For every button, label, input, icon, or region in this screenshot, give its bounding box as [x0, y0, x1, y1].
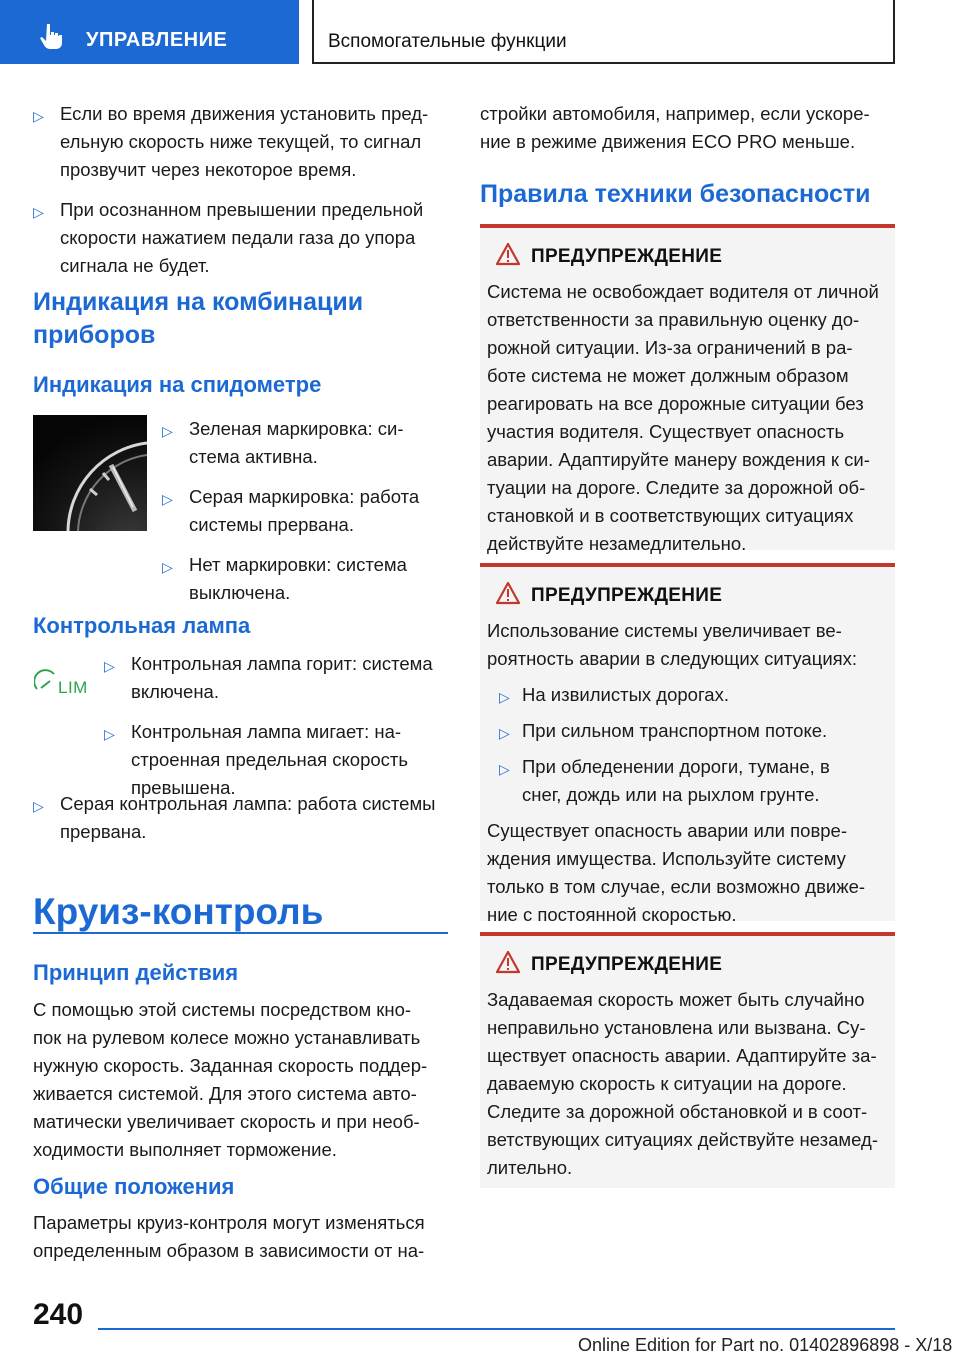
general-text: Параметры круиз-контроля могут изменяться определенным образом в зависимости от на-	[33, 1212, 425, 1261]
warning-box	[480, 932, 895, 1188]
heading-general: Общие положения	[33, 1174, 235, 1199]
warning-triangle-icon	[495, 581, 521, 605]
heading-display: Индикация на комбинации приборов	[33, 288, 364, 349]
heading-cruise-control: Круиз-контроль	[33, 891, 324, 932]
list-item: ▷ Зеленая маркировка: си- стема активна.	[162, 418, 404, 467]
warning-outro: Существует опасность аварии или повре- ждения имущества. Используйте систему только в том случае, если возможно движе- ние с постоянной скоростью.	[487, 820, 866, 925]
warning-text: Система не освобождает водителя от личной ответственности за правильную оценку до- рожной ситуации. Из-за ограничений в ра- боте система не может должным образом реагировать на все дорожные ситуации без участия водителя. Существует опасность аварии. Адаптируйте манеру вождения к си- туации на дороге. Следите за дорожной об- становкой и в соответствующих ситуациях действуйте незамедлительно.	[487, 281, 879, 554]
warning-header	[487, 950, 887, 980]
lim-text: LIM	[58, 678, 88, 697]
triangle-bullet-icon: ▷	[162, 423, 173, 439]
triangle-bullet-icon: ▷	[499, 761, 510, 777]
list-item: ▷ Серая маркировка: работа системы прервана.	[162, 486, 420, 535]
edition-text: Online Edition for Part no. 01402896898 - X/18	[578, 1335, 953, 1355]
list-item: ▷ Контрольная лампа мигает: на- строенная предельная скорость превышена.	[104, 721, 409, 798]
hand-icon	[38, 22, 66, 50]
subsection-header	[312, 0, 895, 64]
heading-speedometer: Индикация на спидометре	[33, 372, 322, 397]
principle-text: С помощью этой системы посредством кно- пок на рулевом колесе можно устанавливать нужную скорость. Заданная скорость поддер- живается системой. Для этого система авто- матически увеличивает скорость и при необ- ходимости выполняет торможение.	[33, 999, 428, 1160]
speed-limit-gauge-icon	[34, 669, 60, 695]
continued-text: стройки автомобиля, например, если ускоре- ние в режиме движения ECO PRO меньше.	[480, 103, 870, 152]
warning-triangle-icon	[495, 950, 521, 974]
footer-rule	[98, 1328, 895, 1330]
list-item: ▷ На извилистых дорогах.	[487, 681, 887, 709]
list-item: ▷ Контрольная лампа горит: система включена.	[104, 653, 433, 702]
speedometer-list	[162, 415, 452, 619]
section-tab[interactable]	[0, 0, 299, 64]
page-number: 240	[33, 1298, 84, 1331]
speedometer-image	[33, 415, 147, 531]
triangle-bullet-icon: ▷	[162, 491, 173, 507]
heading-rule	[33, 932, 448, 934]
triangle-bullet-icon: ▷	[104, 726, 115, 742]
heading-safety: Правила техники безопасности	[480, 180, 871, 208]
triangle-bullet-icon: ▷	[33, 108, 44, 124]
section-label: УПРАВЛЕНИЕ	[86, 29, 228, 51]
warning-title: ПРЕДУПРЕЖДЕНИЕ	[531, 585, 723, 606]
list-item: ▷ Серая контрольная лампа: работа системы прервана.	[33, 793, 436, 842]
triangle-bullet-icon: ▷	[104, 658, 115, 674]
warning-box	[480, 563, 895, 925]
list-item: ▷ Если во время движения установить пред- ельную скорость ниже текущей, то сигнал прозвучит через некоторое время.	[33, 103, 429, 180]
heading-indicator-lamp: Контрольная лампа	[33, 613, 251, 638]
triangle-bullet-icon: ▷	[499, 689, 510, 705]
heading-principle: Принцип действия	[33, 960, 239, 985]
warning-intro: Использование системы увеличивает ве- роятность аварии в следующих ситуациях:	[487, 620, 858, 669]
warning-title: ПРЕДУПРЕЖДЕНИЕ	[531, 954, 723, 975]
triangle-bullet-icon: ▷	[499, 725, 510, 741]
warning-box	[480, 224, 895, 554]
warning-header	[487, 242, 887, 272]
warning-title: ПРЕДУПРЕЖДЕНИЕ	[531, 246, 723, 267]
list-item: ▷ При обледенении дороги, тумане, в снег, дождь или на рыхлом грунте.	[499, 756, 830, 805]
triangle-bullet-icon: ▷	[33, 204, 44, 220]
warning-triangle-icon	[495, 242, 521, 266]
left-column	[33, 100, 448, 292]
list-item: ▷ При сильном транспортном потоке.	[487, 717, 887, 745]
warning-header	[487, 581, 887, 611]
gray-lamp-list	[33, 790, 453, 858]
subsection-label: Вспомогательные функции	[328, 31, 567, 52]
triangle-bullet-icon: ▷	[33, 798, 44, 814]
warning-text: Задаваемая скорость может быть случайно неправильно установлена или вызвана. Су- ществует опасность аварии. Адаптируйте за- даваемую скорость к ситуации на дороге. Следите за дорожной обстановкой и в соот- ветствующих ситуациях действуйте незамед- лительно.	[487, 989, 878, 1178]
list-item: ▷ Нет маркировки: система выключена.	[162, 554, 407, 603]
lim-lamp-icon	[34, 669, 90, 699]
triangle-bullet-icon: ▷	[162, 559, 173, 575]
list-item: ▷ При осознанном превышении предельной скорости нажатием педали газа до упора сигнала не будет.	[33, 199, 424, 276]
